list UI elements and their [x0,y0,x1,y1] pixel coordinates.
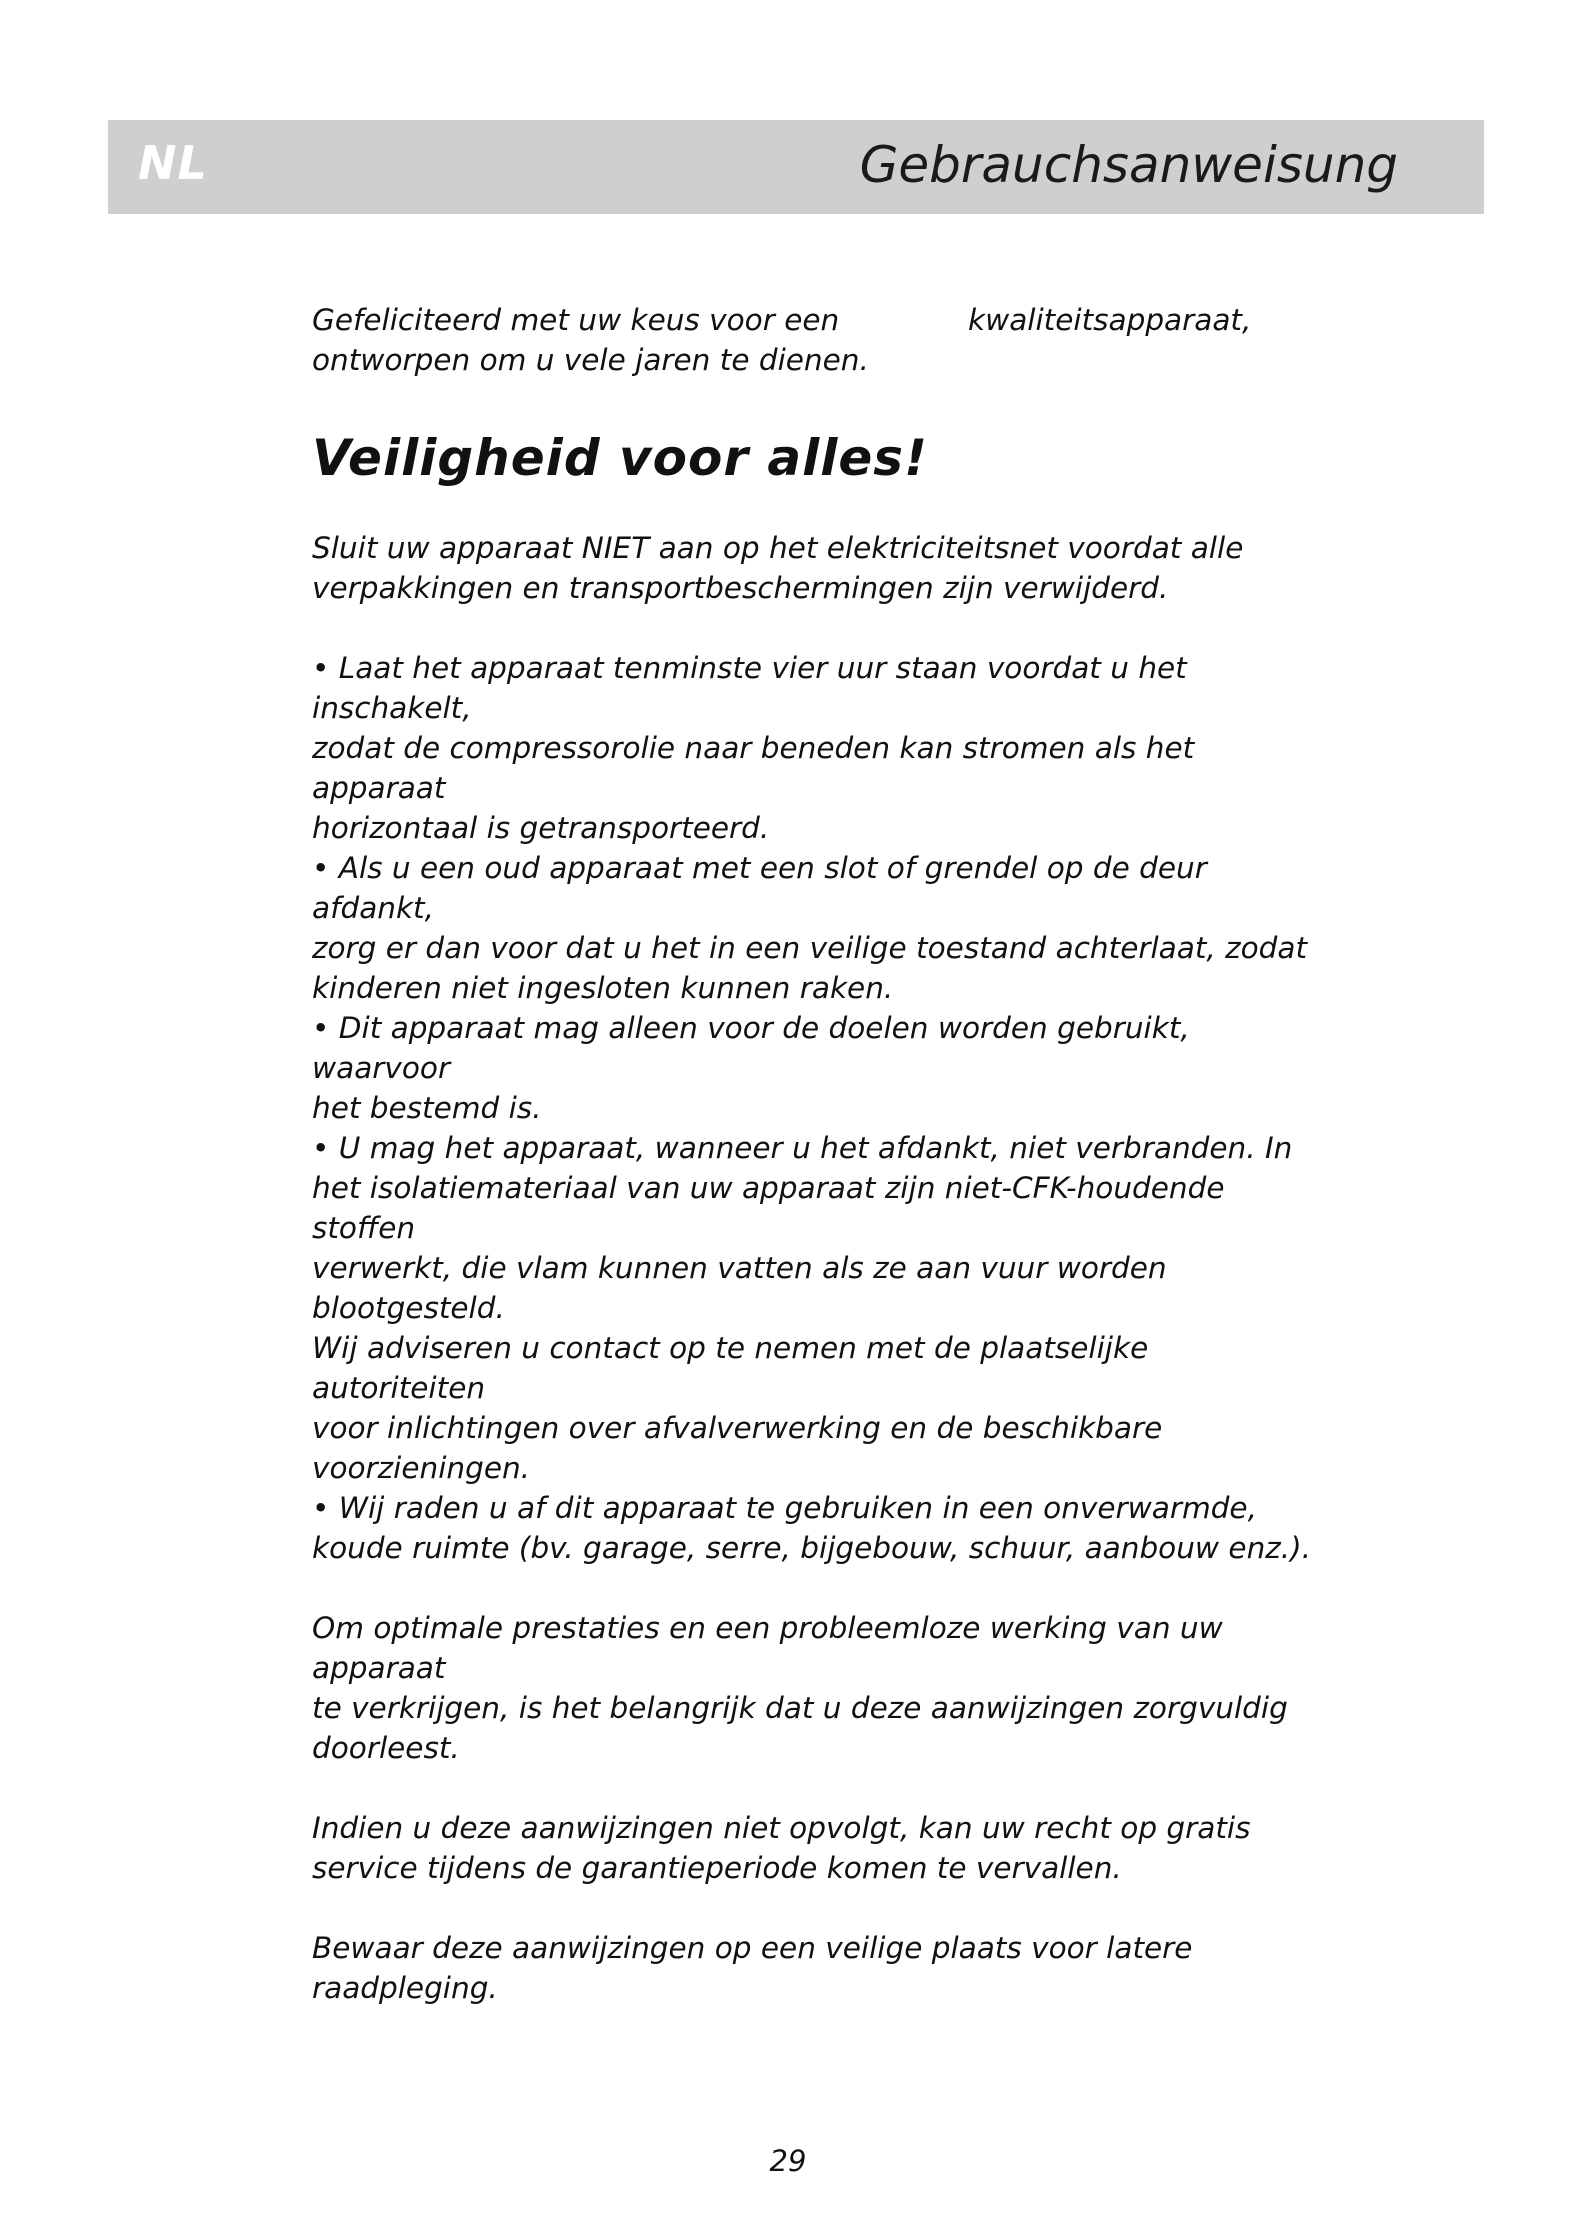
list-item: • Als u een oud apparaat met een slot of grendel op de deur afdankt, zorg er dan voor dat u het in een veilige toestand achterlaat, zodat kinderen niet ingesloten kunnen raken. [312,851,1308,1005]
spacer [312,608,1312,648]
list-item: • Dit apparaat mag alleen voor de doelen worden gebruikt, waarvoor het bestemd is. [312,1011,1190,1125]
warranty-paragraph: Indien u deze aanwijzingen niet opvolgt, kan uw recht op gratis service tijdens de garantieperiode komen te vervallen. [312,1811,1251,1885]
section-heading: Veiligheid voor alles! [312,429,928,487]
language-code: NL [138,136,208,190]
spacer [312,1888,1312,1928]
list-item: • Wij raden u af dit apparaat te gebruiken in een onverwarmde, koude ruimte (bv. garage, serre, bijgebouw, schuur, aanbouw enz.). [312,1491,1312,1565]
performance-paragraph: Om optimale prestaties en een probleemloze werking van uw apparaat te verkrijgen, is het belangrijk dat u deze aanwijzingen zorgvuldig doorleest. [312,1611,1288,1765]
page-number: 29 [769,2144,807,2178]
list-item: • U mag het apparaat, wanneer u het afdankt, niet verbranden. In het isolatiemateriaal van uw apparaat zijn niet-CFK-houdende stoffen verwerkt, die vlam kunnen vatten als ze aan vuur worden blootgesteld. Wij adviseren u contact op te nemen met de plaatselijke autoriteiten voor inlichtingen over afvalverwerking en de beschikbare voorzieningen. [312,1131,1293,1485]
main-content [312,300,1312,2008]
keep-instructions-paragraph: Bewaar deze aanwijzingen op een veilige plaats voor latere raadpleging. [312,1931,1193,2005]
header-title: Gebrauchsanweisung [859,136,1398,194]
list-item: • Laat het apparaat tenminste vier uur staan voordat u het inschakelt, zodat de compressorolie naar beneden kan stromen als het apparaat horizontaal is getransporteerd. [312,651,1195,845]
intro-text: Gefeliciteerd met uw keus voor een ontworpen om u vele jaren te dienen. [312,303,869,377]
header-bar [108,120,1484,214]
spacer [312,1768,1312,1808]
intro-text-right: kwaliteitsapparaat, [968,303,1252,337]
spacer [312,1568,1312,1608]
bullet-list [312,648,1312,1568]
intro [312,300,1312,380]
warning-paragraph: Sluit uw apparaat NIET aan op het elektriciteitsnet voordat alle verpakkingen en transportbeschermingen zijn verwijderd. [312,531,1244,605]
